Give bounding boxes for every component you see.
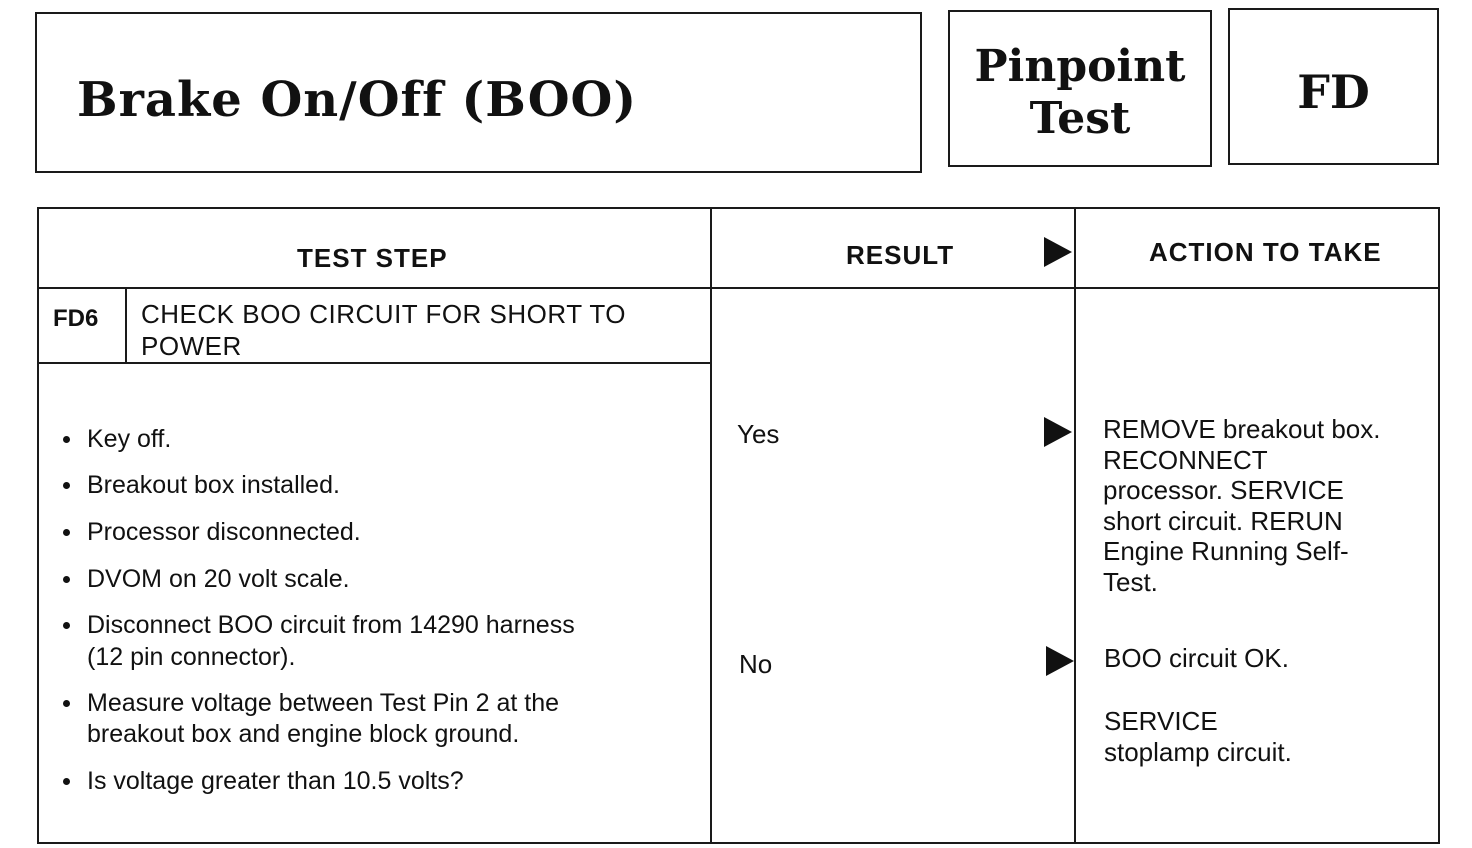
action-line: stoplamp circuit. bbox=[1104, 736, 1292, 767]
arrow-right-icon bbox=[1044, 237, 1072, 267]
bullet-text: Key off. bbox=[87, 425, 172, 453]
action-line: REMOVE breakout box. bbox=[1103, 414, 1381, 444]
action-yes bbox=[1103, 414, 1380, 597]
arrow-right-icon bbox=[1044, 417, 1072, 447]
action-line: RECONNECT bbox=[1103, 444, 1268, 475]
bullet-icon bbox=[63, 529, 70, 536]
result-no: No bbox=[739, 649, 773, 679]
column-header-result: RESULT bbox=[846, 240, 955, 270]
title-box bbox=[35, 12, 922, 173]
bullet-icon bbox=[63, 622, 70, 629]
column-divider-action bbox=[1074, 209, 1076, 842]
arrow-right-icon bbox=[1046, 646, 1074, 676]
test-table bbox=[37, 207, 1440, 844]
test-type-box bbox=[948, 10, 1212, 167]
bullet-text: Is voltage greater than 10.5 volts? bbox=[87, 767, 464, 795]
action-no-service bbox=[1104, 706, 1292, 767]
action-line: SERVICE bbox=[1104, 706, 1218, 736]
bullet-icon bbox=[63, 778, 70, 785]
bullet-text: Disconnect BOO circuit from 14290 harness bbox=[87, 611, 575, 639]
action-line: short circuit. RERUN bbox=[1103, 505, 1343, 536]
result-yes: Yes bbox=[737, 419, 780, 449]
step-title-line1: CHECK BOO CIRCUIT FOR SHORT TO bbox=[141, 299, 626, 329]
step-id-divider bbox=[125, 287, 127, 363]
bullet-icon bbox=[63, 482, 70, 489]
action-no bbox=[1104, 643, 1289, 674]
step-title-line2: POWER bbox=[141, 331, 242, 361]
step-id: FD6 bbox=[53, 305, 99, 332]
column-divider-result bbox=[710, 209, 712, 842]
bullet-icon bbox=[63, 436, 70, 443]
bullet-text: Processor disconnected. bbox=[87, 518, 361, 546]
page-title: Brake On/Off (BOO) bbox=[77, 72, 638, 128]
bullet-text: Breakout box installed. bbox=[87, 471, 340, 499]
test-code: FD bbox=[1297, 65, 1370, 119]
action-line: Engine Running Self- bbox=[1103, 536, 1349, 566]
header-divider bbox=[39, 287, 1440, 289]
action-line: BOO circuit OK. bbox=[1104, 643, 1289, 673]
bullet-text: breakout box and engine block ground. bbox=[87, 720, 520, 748]
column-header-test-step: TEST STEP bbox=[297, 243, 448, 273]
bullet-icon bbox=[63, 576, 70, 583]
bullet-text: (12 pin connector). bbox=[87, 643, 296, 671]
test-type-line2: Test bbox=[1029, 93, 1131, 144]
bullet-text: DVOM on 20 volt scale. bbox=[87, 565, 350, 593]
bullet-icon bbox=[63, 700, 70, 707]
action-line: processor. SERVICE bbox=[1103, 475, 1344, 505]
step-title-divider bbox=[39, 362, 710, 364]
test-code-box bbox=[1228, 8, 1439, 165]
action-line: Test. bbox=[1103, 566, 1158, 597]
bullet-text: Measure voltage between Test Pin 2 at the bbox=[87, 689, 560, 717]
column-header-action: ACTION TO TAKE bbox=[1149, 237, 1382, 267]
test-type-line1: Pinpoint bbox=[974, 41, 1186, 92]
